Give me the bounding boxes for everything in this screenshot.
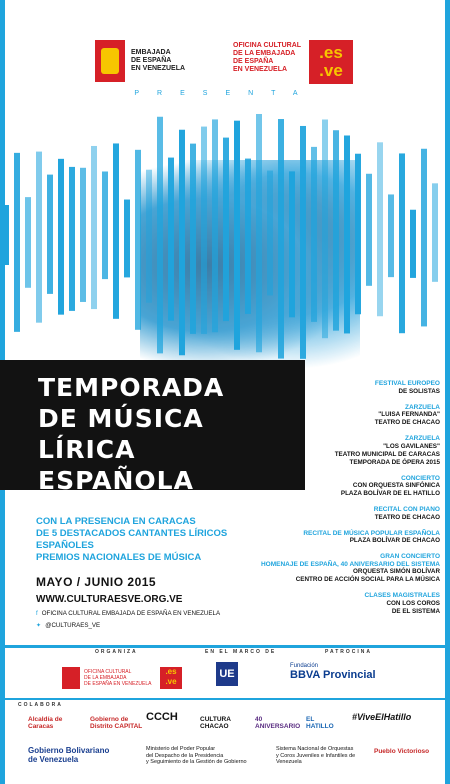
audio-bar <box>377 142 383 316</box>
twitter-icon: ✦ <box>36 622 42 629</box>
program-heading: CONCIERTO <box>401 474 440 482</box>
audio-bar <box>3 205 9 265</box>
program-item <box>258 435 440 467</box>
program-body: CON ORQUESTA SINFÓNICA PLAZA BOLÍVAR DE EL HATILLO <box>340 482 440 497</box>
twitter-link[interactable] <box>36 620 220 632</box>
collaborator-logo: EL HATILLO <box>306 716 334 730</box>
marco-label: EN EL MARCO DE <box>205 649 277 655</box>
cultural-office-logo <box>233 40 353 84</box>
audio-bars-graphic <box>0 100 450 370</box>
program-body: DE SOLISTAS <box>398 387 440 395</box>
audio-bar <box>322 119 328 338</box>
audio-bar <box>135 150 141 330</box>
facebook-link[interactable] <box>36 608 220 620</box>
audio-bar <box>399 153 405 333</box>
ministerio-logo: Ministerio del Poder Popular del Despacho de la Presidencia y Seguimiento de la Gestión de Gobierno <box>146 746 247 765</box>
program-body: PLAZA BOLÍVAR DE CHACAO <box>349 537 440 544</box>
collaborator-logo: 40 ANIVERSARIO <box>255 716 301 730</box>
sistema-logo: Sistema Nacional de Orquestas y Coros Juveniles e Infantiles de Venezuela <box>276 746 356 765</box>
program-body: CON LOS COROS DE EL SISTEMA <box>386 599 440 615</box>
audio-bar <box>179 130 185 356</box>
program-body: ORQUESTA SIMÓN BOLÍVAR CENTRO DE ACCIÓN SOCIAL PARA LA MÚSICA <box>295 568 440 583</box>
program-item <box>258 475 440 499</box>
audio-bar <box>410 210 416 278</box>
audio-bar <box>80 168 86 302</box>
audio-bar <box>234 121 240 350</box>
audio-bar <box>344 135 350 333</box>
program-body: "LOS GAVILANES" TEATRO MUNICIPAL DE CARACAS TEMPORADA DE ÓPERA 2015 <box>334 442 440 466</box>
audio-bar <box>102 171 108 279</box>
twitter-text: @CULTURAES_VE <box>45 622 101 629</box>
program-item <box>258 380 440 396</box>
audio-bar <box>245 159 251 314</box>
audio-bar <box>69 167 75 311</box>
audio-bar <box>256 114 262 352</box>
program-heading: ZARZUELA <box>404 403 440 411</box>
spain-crest-icon <box>62 667 80 689</box>
gov-venezuela-logo: Gobierno Bolivariano de Venezuela <box>28 746 110 764</box>
audio-bar <box>223 138 229 321</box>
social-links <box>36 608 220 632</box>
bbva-small: Fundación <box>290 663 319 669</box>
audio-bar <box>311 147 317 322</box>
program-list <box>258 380 440 624</box>
office-text: OFICINA CULTURAL DE LA EMBAJADA DE ESPAÑA EN VENEZUELA <box>233 42 302 73</box>
program-body: TEATRO DE CHACAO <box>374 513 440 521</box>
program-heading: CLASES MAGISTRALES <box>364 592 440 599</box>
esve-logo: .es .ve <box>309 40 353 84</box>
audio-bar <box>91 146 97 309</box>
embassy-text: EMBAJADA DE ESPAÑA EN VENEZUELA <box>131 49 186 72</box>
audio-bar <box>300 126 306 359</box>
header-logos <box>95 36 355 86</box>
audio-bar <box>47 175 53 294</box>
collaborator-logo: Alcaldía de Caracas <box>28 716 63 730</box>
audio-bar <box>113 143 119 318</box>
audio-bar <box>333 130 339 330</box>
collaborator-logo: Pueblo Victorioso <box>374 748 430 755</box>
embassy-logo <box>95 36 225 86</box>
organiza-text: OFICINA CULTURAL DE LA EMBAJADA DE ESPAÑA EN VENEZUELA <box>84 669 152 687</box>
colabora-label: COLABORA <box>18 702 63 708</box>
audio-bar <box>278 119 284 359</box>
audio-bar <box>355 154 361 315</box>
program-item <box>258 592 440 616</box>
audio-bar <box>124 200 130 278</box>
audio-bar <box>421 149 427 327</box>
audio-bar <box>58 159 64 315</box>
collaborator-logo: Gobierno de Distrito CAPITAL <box>90 716 143 730</box>
audio-bar <box>388 194 394 277</box>
program-heading: ZARZUELA <box>404 435 440 442</box>
audio-bar <box>212 119 218 332</box>
bbva-logo <box>290 663 376 681</box>
audio-bar <box>168 158 174 321</box>
bbva-big: BBVA Provincial <box>290 669 376 681</box>
subtitle: CON LA PRESENCIA EN CARACAS DE 5 DESTACADOS CANTANTES LÍRICOS ESPAÑOLES PREMIOS NACIONALES DE MÚSICA <box>36 516 228 563</box>
organiza-label: ORGANIZA <box>95 649 138 655</box>
program-item <box>258 553 440 584</box>
program-body: "LUISA FERNANDA" TEATRO DE CHACAO <box>374 411 440 426</box>
audio-bar <box>157 117 163 354</box>
facebook-text: OFICINA CULTURAL EMBAJADA DE ESPAÑA EN VENEZUELA <box>41 610 221 617</box>
collaborator-logo: CCCH <box>146 711 178 723</box>
audio-bar <box>267 171 273 296</box>
program-item <box>258 530 440 546</box>
ue-logo: UE <box>216 662 238 686</box>
program-heading: RECITAL DE MÚSICA POPULAR ESPAÑOLA <box>303 529 440 537</box>
website-link[interactable]: WWW.CULTURAESVE.ORG.VE <box>36 594 183 605</box>
audio-bar <box>201 127 207 334</box>
program-item <box>258 506 440 522</box>
program-heading: RECITAL CON PIANO <box>373 506 440 513</box>
audio-bar <box>432 183 438 281</box>
program-item <box>258 404 440 428</box>
spain-crest-icon <box>95 40 125 82</box>
esve-logo: .es .ve <box>160 667 182 689</box>
collaborator-logo: CULTURA CHACAO <box>200 716 231 730</box>
collaborator-logo: #ViveElHatillo <box>352 712 412 722</box>
facebook-icon: f <box>36 610 38 617</box>
audio-bar <box>14 153 20 332</box>
audio-bar <box>190 144 196 334</box>
audio-bar <box>146 170 152 303</box>
organiza-logo <box>62 666 182 690</box>
dates: MAYO / JUNIO 2015 <box>36 575 157 589</box>
audio-bar <box>36 152 42 323</box>
audio-bar <box>289 171 295 317</box>
audio-bar <box>25 197 31 288</box>
program-heading: FESTIVAL EUROPEO <box>374 380 440 387</box>
program-heading: GRAN CONCIERTO HOMENAJE DE ESPAÑA, 40 ANIVERSARIO DEL SISTEMA <box>260 553 440 568</box>
audio-bar <box>366 174 372 286</box>
patrocina-label: PATROCINA <box>325 649 372 655</box>
presenta-text: PRESENTA <box>134 90 316 97</box>
event-title: TEMPORADA DE MÚSICA LÍRICA ESPAÑOLA <box>38 373 225 495</box>
